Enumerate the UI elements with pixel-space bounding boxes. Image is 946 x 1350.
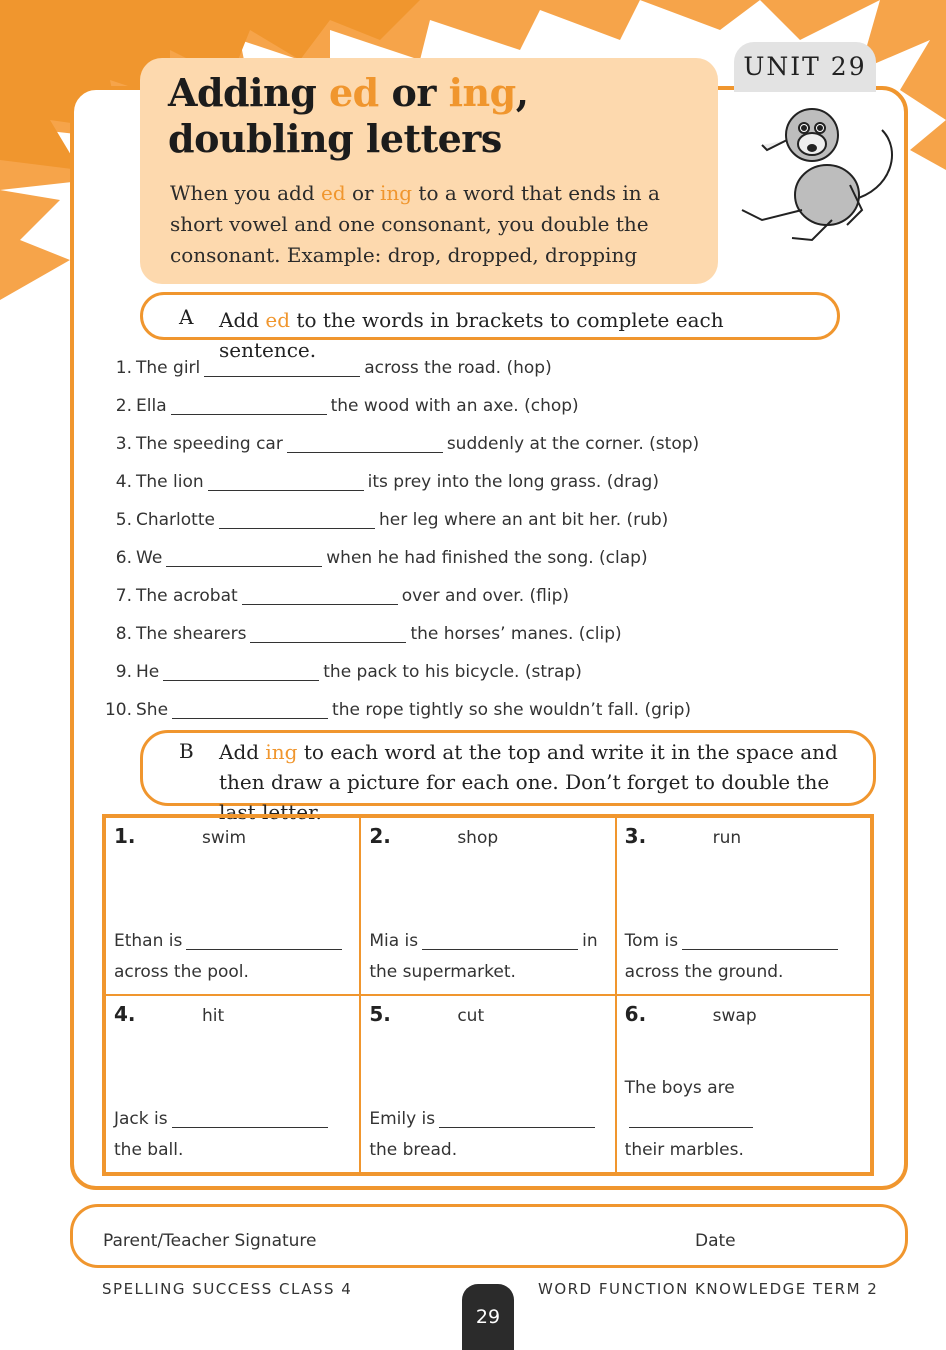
section-a-instruction <box>140 292 840 362</box>
list-item: 6. We when he had finished the song. (clap) <box>115 548 648 568</box>
prompt-word: cut <box>457 1006 485 1026</box>
answer-blank[interactable] <box>186 930 342 950</box>
page-title: Adding ed or ing, doubling letters <box>168 70 529 161</box>
list-item: 10. She the rope tightly so she wouldn’t fall. (grip) <box>104 700 692 720</box>
answer-blank[interactable] <box>204 357 360 377</box>
list-item: 7. The acrobat over and over. (flip) <box>115 586 570 606</box>
answer-blank[interactable] <box>422 930 578 950</box>
section-b-text: Add ing to each word at the top and write it in the space and then draw a picture for each one. Don’t forget to double the last letter. <box>219 740 838 824</box>
answer-blank[interactable] <box>250 623 406 643</box>
drawing-cell[interactable]: 3. run Tom is across the ground. <box>616 817 871 995</box>
date-label: Date <box>695 1231 736 1251</box>
drawing-cell[interactable]: 2. shop Mia is in the supermarket. <box>360 817 615 995</box>
list-item: 3. The speeding car suddenly at the corner. (stop) <box>115 434 700 454</box>
list-item: 8. The shearers the horses’ manes. (clip) <box>115 624 622 644</box>
signature-box[interactable] <box>70 1204 908 1268</box>
prompt-word: run <box>712 828 742 848</box>
signature-label: Parent/Teacher Signature <box>103 1231 317 1251</box>
prompt-word: shop <box>457 828 499 848</box>
list-item: 1. The girl across the road. (hop) <box>115 358 552 378</box>
answer-blank[interactable] <box>439 1108 595 1128</box>
list-item: 4. The lion its prey into the long grass. (drag) <box>115 472 659 492</box>
answer-blank[interactable] <box>172 699 328 719</box>
drawing-cell[interactable]: 4. hit Jack isthe ball. <box>105 995 360 1173</box>
list-item: 9. He the pack to his bicycle. (strap) <box>115 662 582 682</box>
sentence-list <box>100 352 800 732</box>
answer-blank[interactable] <box>166 547 322 567</box>
answer-blank[interactable] <box>287 433 443 453</box>
section-a-text: Add ed to the words in brackets to complete each sentence. <box>219 308 724 362</box>
list-item: 2. Ella the wood with an axe. (chop) <box>115 396 579 416</box>
intro-text: When you add ed or ing to a word that ends in a short vowel and one consonant, you double the consonant. Example: drop, dropped, dropping <box>170 181 660 267</box>
footer-book-title: SPELLING SUCCESS CLASS 4 <box>102 1280 353 1298</box>
answer-blank[interactable] <box>629 1108 753 1128</box>
answer-blank[interactable] <box>163 661 319 681</box>
answer-blank[interactable] <box>682 930 838 950</box>
answer-blank[interactable] <box>171 395 327 415</box>
unit-label: UNIT 29 <box>734 42 876 92</box>
answer-blank[interactable] <box>208 471 364 491</box>
drawing-cell[interactable]: 5. cut Emily is the bread. <box>360 995 615 1173</box>
footer-section: WORD FUNCTION KNOWLEDGE TERM 2 <box>538 1280 879 1298</box>
section-a-letter: A <box>179 305 194 329</box>
drawing-grid <box>102 814 874 1176</box>
prompt-word: swim <box>202 828 247 848</box>
prompt-word: hit <box>202 1006 225 1026</box>
monkey-illustration <box>732 90 902 250</box>
prompt-word: swap <box>712 1006 757 1026</box>
drawing-cell[interactable]: 1. swim Ethan is across the pool. <box>105 817 360 995</box>
answer-blank[interactable] <box>219 509 375 529</box>
section-b-letter: B <box>179 739 194 763</box>
answer-blank[interactable] <box>172 1108 328 1128</box>
drawing-cell[interactable]: 6. swap The boys are their marbles. <box>616 995 871 1173</box>
answer-blank[interactable] <box>242 585 398 605</box>
page-number: 29 <box>462 1284 514 1350</box>
list-item: 5. Charlotte her leg where an ant bit her. (rub) <box>115 510 669 530</box>
section-b-instruction <box>140 730 876 824</box>
